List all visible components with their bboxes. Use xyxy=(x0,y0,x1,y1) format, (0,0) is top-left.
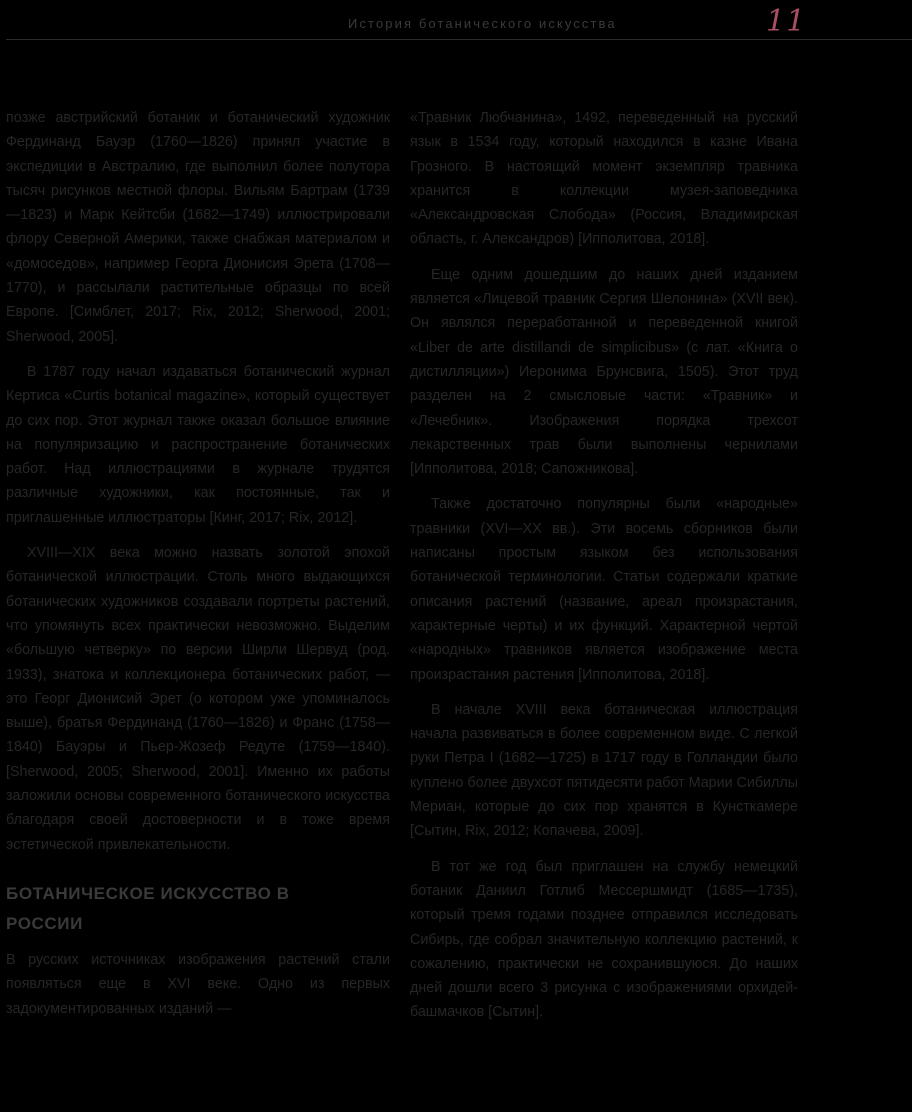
page-header xyxy=(0,0,912,40)
running-title: История ботанического искусства xyxy=(348,16,617,31)
paragraph: Также достаточно популярны были «народные» травники (XVI—XX вв.). Эти восемь сборников были написаны простым языком без использования ботанической терминологии. Статьи содержали краткие описания растений (название, ареал произрастания, характерные черты) и их функций. Характерной чертой «народных» травников является изображение места произрастания растения [Ипполитова, 2018]. xyxy=(410,496,798,683)
right-column xyxy=(410,106,798,1036)
paragraph: позже австрийский ботаник и ботанический художник Фердинанд Бауэр (1760—1826) принял участие в экспедиции в Австралию, где выполнил более полутора тысяч рисунков местной флоры. Вильям Бартрам (1739—1823) и Марк Кейтсби (1682—1749) иллюстрировали флору Северной Америки, также снабжая материалом и «домоседов», например Георга Дионисия Эрета (1708—1770), и рассылали растительные образцы по всей Европе. [Симблет, 2017; Rix, 2012; Sherwood, 2001; Sherwood, 2005]. xyxy=(6,110,390,345)
paragraph: В 1787 году начал издаваться ботанический журнал Кертиса «Curtis botanical magazine», который существует до сих пор. Этот журнал также оказал большое влияние на популяризацию и распространение ботанических работ. Над иллюстрациями в журнале трудятся различные художники, как постоянные, так и приглашенные иллюстраторы [Кинг, 2017; Rix, 2012]. xyxy=(6,363,390,526)
paragraph: В начале XVIII века ботаническая иллюстрация начала развиваться в более современном виде. С легкой руки Петра I (1682—1725) в 1717 году в Голландии было куплено более двухсот пятидесяти работ Марии Сибиллы Мериан, которые до сих пор хранятся в Кунсткамере [Сытин, Rix, 2012; Копачева, 2009]. xyxy=(410,701,799,840)
page-number: 11 xyxy=(766,4,807,39)
paragraph: Еще одним дошедшим до наших дней изданием является «Лицевой травник Сергия Шелонина» (XVII век). Он являлся переработанной и переведенной книгой «Liber de arte distillandi de simplicibus» (с лат. «Книга о дистилляции») Иеронима Брунсвига, 1505). Этот труд разделен на 2 смысловые части: «Травник» и «Лечебник». Изображения порядка трехсот лекарственных трав были выполнены чернилами [Ипполитова, 2018; Сапожникова]. xyxy=(410,266,798,478)
left-column xyxy=(6,106,390,1032)
paragraph: XVIII—XIX века можно назвать золотой эпохой ботанической иллюстрации. Столь много выдающихся ботанических художников создавали портреты растений, что упомянуть всех практически невозможно. Выделим «большую четверку» по версии Ширли Шервуд (род. 1933), знатока и коллекционера ботанических работ, — это Георг Дионисий Эрет (о котором уже упоминалось выше), братья Фердинанд (1760—1826) и Франс (1758—1840) Бауэры и Пьер-Жозеф Редуте (1759—1840). [Sherwood, 2005; Sherwood, 2001]. Именно их работы заложили основы современного ботанического искусства благодаря своей достоверности и в тоже время эстетической привлекательности. xyxy=(6,545,390,853)
section-heading: БОТАНИЧЕСКОЕ ИСКУССТВО В РОССИИ xyxy=(6,883,290,933)
paragraph: В русских источниках изображения растений стали появляться еще в XVI веке. Одно из первых задокументированных изданий — xyxy=(6,951,390,1017)
header-rule xyxy=(6,39,912,40)
paragraph: В тот же год был приглашен на службу немецкий ботаник Даниил Готлиб Мессершмидт (1685—1735), который тремя годами позднее отправился исследовать Сибирь, где собрал значительную коллекцию растений, к сожалению, практически не сохранившуюся. До наших дней дошли всего 3 рисунка с изображениями орхидей-башмачков [Сытин]. xyxy=(410,858,798,1021)
paragraph: «Травник Любчанина», 1492, переведенный на русский язык в 1534 году, который находился в казне Ивана Грозного. В настоящий момент экземпляр травника хранится в коллекции музея-заповедника «Александровская Слобода» (Россия, Владимирская область, г. Александров) [Ипполитова, 2018]. xyxy=(410,110,798,248)
